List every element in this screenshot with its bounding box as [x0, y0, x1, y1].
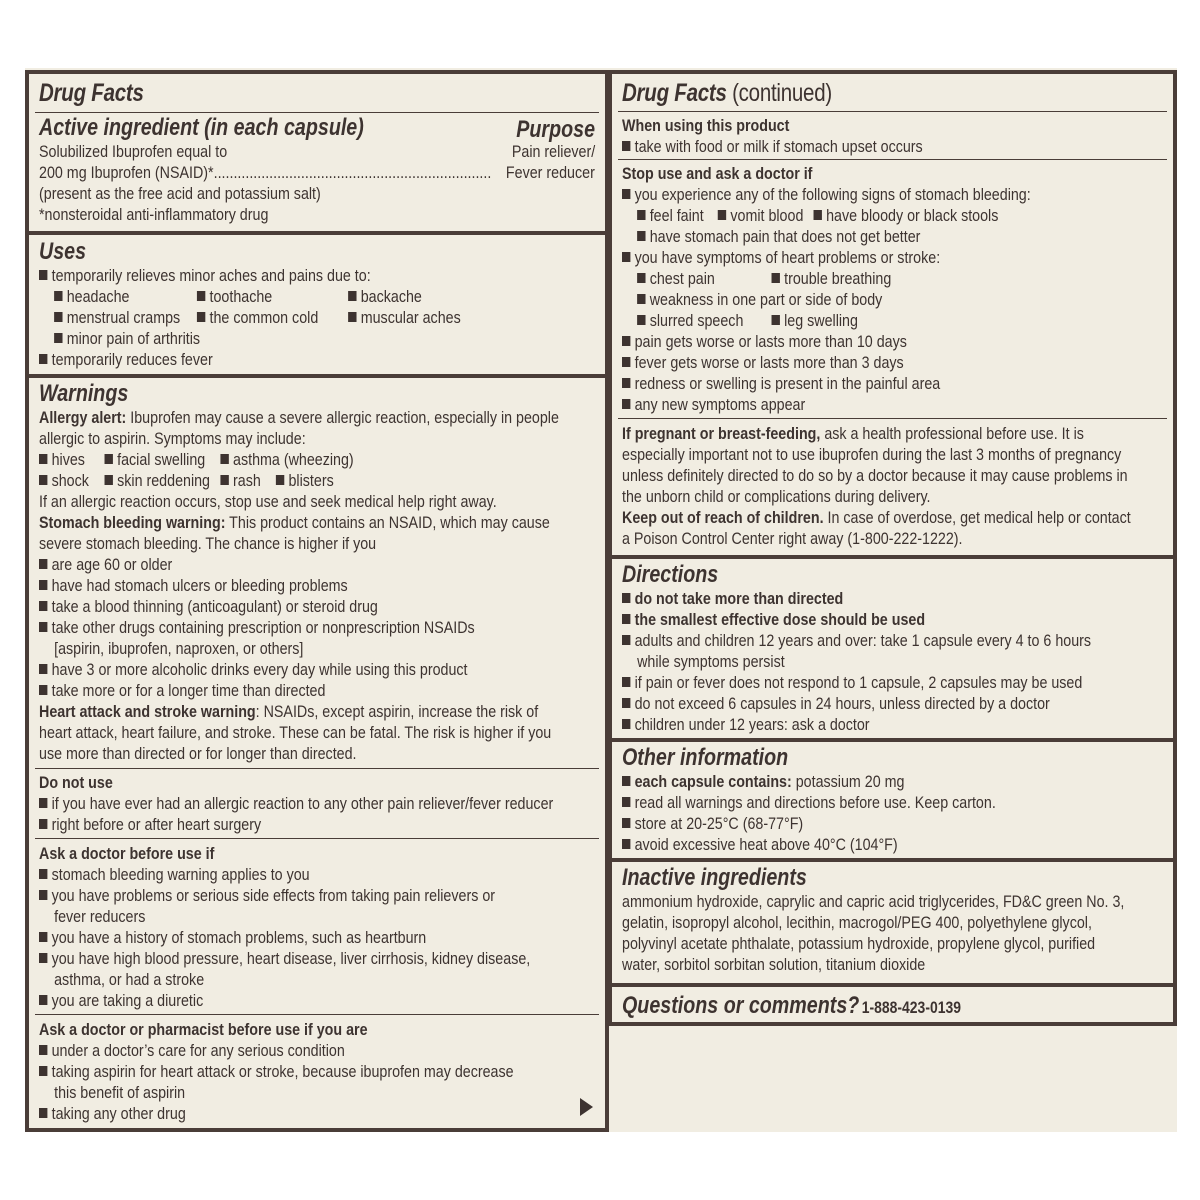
- directions-section: [612, 555, 1173, 738]
- heart-sign: chest pain: [649, 269, 715, 288]
- bullet-icon: [54, 312, 62, 322]
- bullet-icon: [622, 839, 630, 849]
- bullet-icon: [622, 252, 630, 262]
- bullet-icon: [622, 141, 630, 151]
- ask-doctor-item: stomach bleeding warning applies to you: [51, 865, 310, 884]
- inactive-ingredients-line: water, sorbitol sorbitan solution, titanium dioxide: [622, 955, 926, 974]
- ask-pharmacist-item: under a doctor’s care for any serious condition: [51, 1041, 345, 1060]
- bullet-icon: [622, 719, 630, 729]
- stop-use-heading: Stop use and ask a doctor if: [622, 164, 813, 183]
- bullet-icon: [39, 475, 47, 485]
- when-using-item: take with food or milk if stomach upset occurs: [634, 137, 923, 156]
- bullet-icon: [637, 294, 645, 304]
- symptom-item: skin reddening: [117, 471, 211, 490]
- allergy-alert-text: allergic to aspirin. Symptoms may include:: [39, 429, 306, 448]
- heart-warning-text: : NSAIDs, except aspirin, increase the risk of: [255, 702, 539, 721]
- bullet-icon: [348, 291, 356, 301]
- ask-pharmacist-heading: Ask a doctor or pharmacist before use if you are: [39, 1020, 368, 1039]
- stomach-risk-item: have 3 or more alcoholic drinks every day while using this product: [51, 660, 468, 679]
- ask-doctor-item: you have high blood pressure, heart disease, liver cirrhosis, kidney disease,: [51, 949, 531, 968]
- stomach-risk-item: are age 60 or older: [51, 555, 173, 574]
- ask-pharmacist-section: [35, 1014, 599, 1144]
- allergy-alert-label: Allergy alert:: [39, 408, 127, 427]
- do-not-use-heading: Do not use: [39, 773, 113, 792]
- pregnancy-text: ask a health professional before use. It is: [820, 424, 1084, 443]
- other-info-item: avoid excessive heat above 40°C (104°F): [634, 835, 898, 854]
- bullet-icon: [348, 312, 356, 322]
- bullet-icon: [772, 315, 780, 325]
- bullet-icon: [622, 614, 630, 624]
- bullet-icon: [39, 995, 47, 1005]
- bullet-icon: [622, 797, 630, 807]
- active-line: 200 mg Ibuprofen (NSAID)*......................................................................: [39, 163, 492, 182]
- heart-sign: trouble breathing: [784, 269, 892, 288]
- ask-doctor-item-cont: fever reducers: [54, 907, 146, 926]
- ask-doctor-item: you are taking a diuretic: [51, 991, 204, 1010]
- bleeding-sign: have stomach pain that does not get better: [649, 227, 921, 246]
- uses-subitem: headache: [66, 287, 130, 306]
- symptom-item: asthma (wheezing): [233, 450, 354, 469]
- stop-use-item: redness or swelling is present in the painful area: [634, 374, 941, 393]
- drug-facts-header: [29, 74, 605, 108]
- do-not-use-item: if you have ever had an allergic reaction to any other pain reliever/fever reducer: [51, 794, 554, 813]
- capsule-contents-text: potassium 20 mg: [791, 772, 905, 791]
- allergy-alert-text: Ibuprofen may cause a severe allergic reaction, especially in people: [126, 408, 559, 427]
- questions-phone: 1-888-423-0139: [861, 998, 961, 1017]
- bullet-icon: [220, 454, 228, 464]
- stomach-risk-item-cont: [aspirin, ibuprofen, naproxen, or others]: [54, 639, 304, 658]
- stomach-risk-item: have had stomach ulcers or bleeding problems: [51, 576, 348, 595]
- bullet-icon: [622, 776, 630, 786]
- uses-item: temporarily reduces fever: [51, 350, 213, 369]
- direction-item: if pain or fever does not respond to 1 capsule, 2 capsules may be used: [634, 673, 1083, 692]
- bullet-icon: [39, 798, 47, 808]
- questions-section: [612, 983, 1173, 1027]
- bleeding-sign: vomit blood: [730, 206, 804, 225]
- inactive-ingredients-heading: Inactive ingredients: [622, 864, 807, 891]
- bullet-icon: [622, 336, 630, 346]
- drug-facts-title: Drug Facts: [39, 79, 144, 107]
- continued-label: (continued): [726, 79, 832, 107]
- stop-use-item: you experience any of the following signs of stomach bleeding:: [634, 185, 1031, 204]
- bullet-icon: [622, 399, 630, 409]
- symptom-item: hives: [51, 450, 85, 469]
- stomach-risk-item: take more or for a longer time than directed: [51, 681, 326, 700]
- other-info-item: read all warnings and directions before use. Keep carton.: [634, 793, 996, 812]
- bullet-icon: [637, 315, 645, 325]
- bullet-icon: [622, 635, 630, 645]
- bullet-icon: [39, 354, 47, 364]
- bleeding-sign: feel faint: [649, 206, 704, 225]
- direction-item: do not exceed 6 capsules in 24 hours, unless directed by a doctor: [634, 694, 1050, 713]
- ask-doctor-item: you have problems or serious side effects from taking pain relievers or: [51, 886, 496, 905]
- bullet-icon: [39, 601, 47, 611]
- stop-use-section: [618, 159, 1167, 418]
- bullet-icon: [39, 580, 47, 590]
- bullet-icon: [622, 378, 630, 388]
- drug-facts-right-column: [608, 70, 1177, 1026]
- bullet-icon: [39, 890, 47, 900]
- uses-subitem: muscular aches: [360, 308, 461, 327]
- direction-item: the smallest effective dose should be used: [634, 610, 926, 629]
- do-not-use-section: [35, 768, 599, 838]
- heart-warning-label: Heart attack and stroke warning: [39, 702, 256, 721]
- pregnancy-text: unless definitely directed to do so by a doctor because it may cause problems in: [622, 466, 1128, 485]
- ask-doctor-item-cont: asthma, or had a stroke: [54, 970, 205, 989]
- inactive-ingredients-line: gelatin, isopropyl alcohol, lecithin, macrogol/PEG 400, polyethylene glycol,: [622, 913, 1092, 932]
- ask-doctor-section: [35, 838, 599, 1014]
- uses-subitem: menstrual cramps: [66, 308, 181, 327]
- other-info-item: store at 20-25°C (68-77°F): [634, 814, 804, 833]
- bullet-icon: [39, 1045, 47, 1055]
- bullet-icon: [39, 1066, 47, 1076]
- active-ingredient-section: [35, 112, 599, 231]
- bullet-icon: [814, 210, 822, 220]
- uses-subitem: toothache: [209, 287, 273, 306]
- bullet-icon: [39, 622, 47, 632]
- bullet-icon: [39, 932, 47, 942]
- when-using-section: [618, 111, 1167, 159]
- bullet-icon: [39, 270, 47, 280]
- active-line: *nonsteroidal anti-inflammatory drug: [39, 205, 269, 224]
- bullet-icon: [637, 210, 645, 220]
- warnings-heading: Warnings: [39, 380, 129, 407]
- bullet-icon: [622, 677, 630, 687]
- continue-arrow-icon: [580, 1098, 593, 1116]
- pregnancy-label: If pregnant or breast-feeding,: [622, 424, 821, 443]
- bullet-icon: [39, 454, 47, 464]
- purpose-line: Pain reliever/: [511, 142, 595, 161]
- uses-heading: Uses: [39, 238, 87, 265]
- uses-section: [29, 231, 605, 374]
- bullet-icon: [622, 593, 630, 603]
- pregnancy-text: the unborn child or complications during delivery.: [622, 487, 931, 506]
- bullet-icon: [39, 953, 47, 963]
- bullet-icon: [39, 819, 47, 829]
- questions-heading: Questions or comments?: [622, 992, 860, 1019]
- drug-facts-continued-title: Drug Facts: [622, 79, 727, 107]
- ask-doctor-item: you have a history of stomach problems, such as heartburn: [51, 928, 427, 947]
- active-line: Solubilized Ibuprofen equal to: [39, 142, 228, 161]
- bullet-icon: [622, 818, 630, 828]
- keep-out-text: a Poison Control Center right away (1-800-222-1222).: [622, 529, 963, 548]
- stop-use-item: fever gets worse or lasts more than 3 days: [634, 353, 904, 372]
- stomach-warning-text: This product contains an NSAID, which may cause: [225, 513, 550, 532]
- direction-item: do not take more than directed: [634, 589, 844, 608]
- purpose-line: Fever reducer: [506, 163, 595, 182]
- pregnancy-section: [618, 418, 1167, 555]
- bullet-icon: [39, 559, 47, 569]
- bullet-icon: [39, 1108, 47, 1118]
- inactive-ingredients-line: polyvinyl acetate phthalate, potassium hydroxide, propylene glycol, purified: [622, 934, 1096, 953]
- stomach-warning-label: Stomach bleeding warning:: [39, 513, 226, 532]
- heart-sign: leg swelling: [784, 311, 858, 330]
- symptom-item: blisters: [288, 471, 334, 490]
- pregnancy-text: especially important not to use ibuprofen during the last 3 months of pregnancy: [622, 445, 1122, 464]
- keep-out-label: Keep out of reach of children.: [622, 508, 824, 527]
- heart-warning-text: heart attack, heart failure, and stroke. These can be fatal. The risk is higher if you: [39, 723, 552, 742]
- stop-use-item: any new symptoms appear: [634, 395, 806, 414]
- when-using-heading: When using this product: [622, 116, 790, 135]
- inactive-ingredients-section: [612, 858, 1173, 983]
- bullet-icon: [622, 357, 630, 367]
- inactive-ingredients-line: ammonium hydroxide, caprylic and capric acid triglycerides, FD&C green No. 3,: [622, 892, 1125, 911]
- capsule-contents-label: each capsule contains:: [634, 772, 792, 791]
- bullet-icon: [197, 291, 205, 301]
- stomach-risk-item: take other drugs containing prescription or nonprescription NSAIDs: [51, 618, 475, 637]
- bullet-icon: [54, 333, 62, 343]
- bullet-icon: [622, 189, 630, 199]
- purpose-heading: Purpose: [516, 116, 595, 143]
- other-information-section: [612, 738, 1173, 858]
- heart-sign: slurred speech: [649, 311, 744, 330]
- ask-doctor-heading: Ask a doctor before use if: [39, 844, 215, 863]
- uses-subitem: backache: [360, 287, 422, 306]
- drug-facts-continued-header: [612, 74, 1173, 108]
- bullet-icon: [637, 231, 645, 241]
- direction-item-cont: while symptoms persist: [637, 652, 785, 671]
- heart-warning-text: use more than directed or for longer than directed.: [39, 744, 357, 763]
- stop-use-item: you have symptoms of heart problems or stroke:: [634, 248, 941, 267]
- symptom-item: shock: [51, 471, 89, 490]
- active-line: (present as the free acid and potassium salt): [39, 184, 321, 203]
- bullet-icon: [772, 273, 780, 283]
- warnings-section: [29, 374, 605, 768]
- bullet-icon: [718, 210, 726, 220]
- bullet-icon: [39, 869, 47, 879]
- bullet-icon: [622, 698, 630, 708]
- ask-pharmacist-item: taking any other drug: [51, 1104, 186, 1123]
- directions-heading: Directions: [622, 561, 719, 588]
- bullet-icon: [39, 685, 47, 695]
- symptom-item: rash: [233, 471, 261, 490]
- bullet-icon: [276, 475, 284, 485]
- stomach-warning-text: severe stomach bleeding. The chance is higher if you: [39, 534, 377, 553]
- bullet-icon: [637, 273, 645, 283]
- bullet-icon: [54, 291, 62, 301]
- drug-facts-left-column: [25, 70, 609, 1132]
- bullet-icon: [220, 475, 228, 485]
- bullet-icon: [105, 475, 113, 485]
- direction-item: adults and children 12 years and over: take 1 capsule every 4 to 6 hours: [634, 631, 1092, 650]
- do-not-use-item: right before or after heart surgery: [51, 815, 262, 834]
- symptom-item: facial swelling: [117, 450, 206, 469]
- uses-item: temporarily relieves minor aches and pains due to:: [51, 266, 371, 285]
- active-ingredient-heading: Active ingredient (in each capsule): [39, 114, 364, 141]
- bullet-icon: [197, 312, 205, 322]
- stop-use-item: pain gets worse or lasts more than 10 days: [634, 332, 907, 351]
- ask-pharmacist-item-cont: this benefit of aspirin: [54, 1083, 186, 1102]
- ask-pharmacist-item: taking aspirin for heart attack or stroke, because ibuprofen may decrease: [51, 1062, 514, 1081]
- stomach-risk-item: take a blood thinning (anticoagulant) or steroid drug: [51, 597, 378, 616]
- bleeding-sign: have bloody or black stools: [826, 206, 999, 225]
- uses-subitem: minor pain of arthritis: [66, 329, 201, 348]
- keep-out-text: In case of overdose, get medical help or contact: [823, 508, 1131, 527]
- uses-subitem: the common cold: [209, 308, 319, 327]
- bullet-icon: [39, 664, 47, 674]
- allergy-instruction: If an allergic reaction occurs, stop use and seek medical help right away.: [39, 492, 497, 511]
- direction-item: children under 12 years: ask a doctor: [634, 715, 870, 734]
- bullet-icon: [105, 454, 113, 464]
- other-information-heading: Other information: [622, 744, 789, 771]
- heart-sign: weakness in one part or side of body: [649, 290, 883, 309]
